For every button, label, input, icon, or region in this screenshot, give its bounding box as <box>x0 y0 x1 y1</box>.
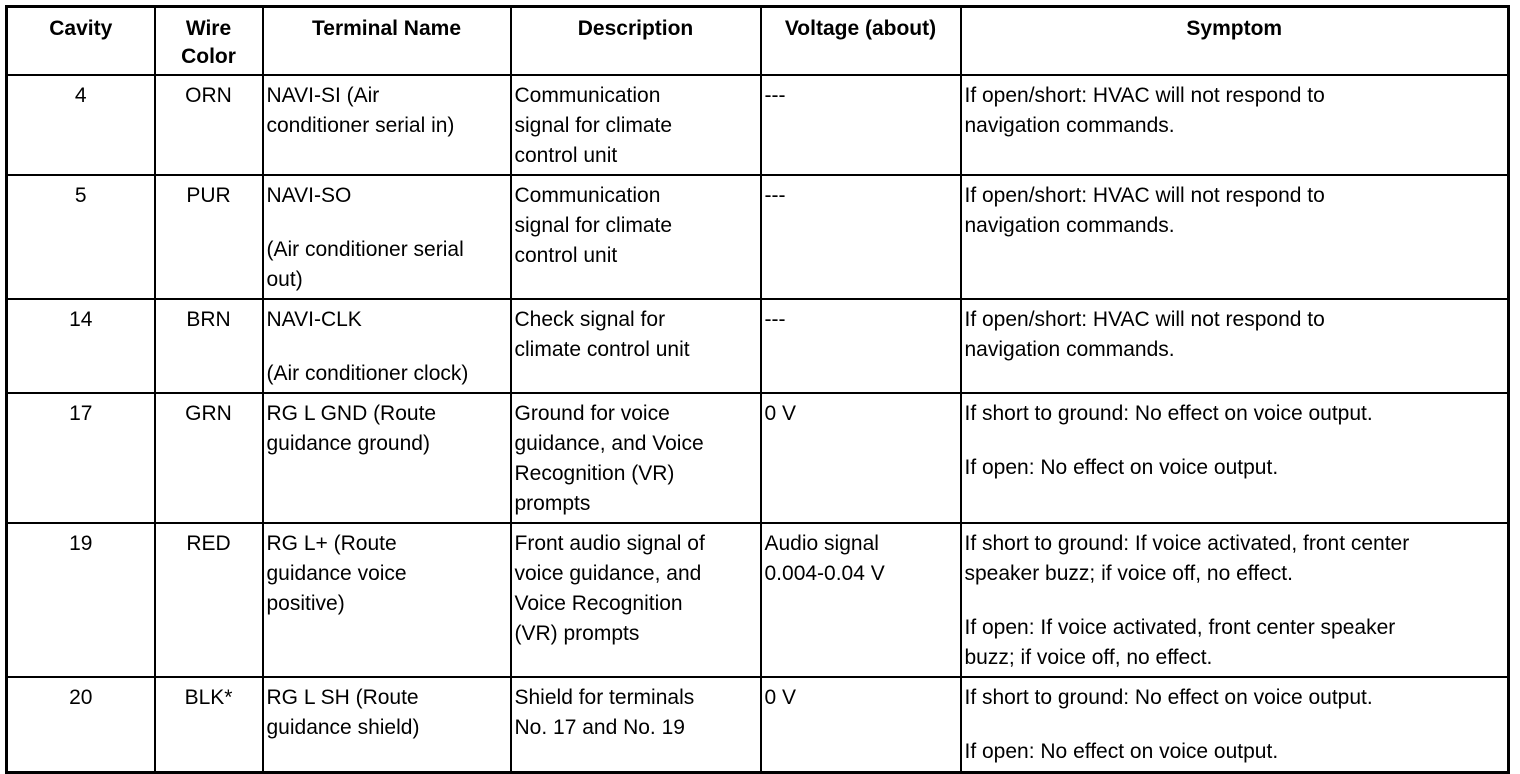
header-voltage: Voltage (about) <box>761 7 961 76</box>
description-line: voice guidance, and <box>514 562 702 585</box>
wire-color-cell: PUR <box>155 175 263 299</box>
terminal-line: out) <box>266 268 303 291</box>
symptom-cell <box>961 299 1509 393</box>
table-row <box>7 393 1509 523</box>
symptom-cell <box>961 523 1509 677</box>
voltage-cell <box>761 75 961 175</box>
description-line: Communication <box>514 184 661 207</box>
description-cell <box>511 175 761 299</box>
cavity-cell: 17 <box>7 393 155 523</box>
terminal-name-cell <box>263 175 511 299</box>
header-symptom: Symptom <box>961 7 1509 76</box>
description-line: signal for climate <box>514 214 673 237</box>
wire-color-cell: RED <box>155 523 263 677</box>
terminal-name-cell <box>263 393 511 523</box>
terminal-name-cell <box>263 75 511 175</box>
cavity-cell: 19 <box>7 523 155 677</box>
table-row <box>7 299 1509 393</box>
description-line: climate control unit <box>514 338 690 361</box>
terminal-line: RG L SH (Route <box>266 686 419 709</box>
terminal-line: RG L GND (Route <box>266 402 437 425</box>
symptom-cell <box>961 75 1509 175</box>
terminal-name-cell <box>263 677 511 772</box>
terminal-line: NAVI-SO <box>266 184 352 207</box>
symptom-line: If open: If voice activated, front center speaker <box>964 616 1396 639</box>
symptom-line: If open/short: HVAC will not respond to <box>964 308 1325 331</box>
terminal-name-cell <box>263 523 511 677</box>
description-line: signal for climate <box>514 114 673 137</box>
description-line: Recognition (VR) <box>514 462 675 485</box>
cavity-cell: 5 <box>7 175 155 299</box>
voltage-line: 0 V <box>764 686 797 709</box>
description-cell <box>511 75 761 175</box>
description-line: control unit <box>514 244 618 267</box>
description-line: prompts <box>514 492 591 515</box>
terminal-line: guidance ground) <box>266 432 430 455</box>
header-wire-line-2: Color <box>181 45 236 68</box>
description-line: (VR) prompts <box>514 622 640 645</box>
voltage-line: 0.004-0.04 V <box>764 562 885 585</box>
table-row <box>7 677 1509 772</box>
description-line: Communication <box>514 84 661 107</box>
symptom-line: buzz; if voice off, no effect. <box>964 646 1213 669</box>
terminal-line: NAVI-CLK <box>266 308 362 331</box>
header-wire-line-1: Wire <box>185 17 232 40</box>
terminal-line: guidance voice <box>266 562 407 585</box>
terminal-line: (Air conditioner serial <box>266 238 464 261</box>
symptom-line: If short to ground: If voice activated, front center <box>964 532 1410 555</box>
voltage-cell <box>761 677 961 772</box>
symptom-cell <box>961 393 1509 523</box>
symptom-line: If open: No effect on voice output. <box>964 456 1279 479</box>
description-line: Shield for terminals <box>514 686 695 709</box>
symptom-cell <box>961 677 1509 772</box>
symptom-line: If open/short: HVAC will not respond to <box>964 84 1325 107</box>
description-line: control unit <box>514 144 618 167</box>
wire-color-cell: GRN <box>155 393 263 523</box>
cavity-cell: 4 <box>7 75 155 175</box>
voltage-cell <box>761 299 961 393</box>
symptom-line: speaker buzz; if voice off, no effect. <box>964 562 1293 585</box>
wire-color-cell: BLK* <box>155 677 263 772</box>
voltage-line: 0 V <box>764 402 797 425</box>
voltage-cell <box>761 175 961 299</box>
description-line: Voice Recognition <box>514 592 683 615</box>
voltage-line: Audio signal <box>764 532 879 555</box>
description-line: No. 17 and No. 19 <box>514 716 685 739</box>
symptom-spacer <box>965 589 1505 613</box>
terminal-spacer <box>267 335 507 359</box>
terminal-line: RG L+ (Route <box>266 532 397 555</box>
header-description: Description <box>511 7 761 76</box>
symptom-spacer <box>965 429 1505 453</box>
symptom-line: If open/short: HVAC will not respond to <box>964 184 1325 207</box>
voltage-line: --- <box>764 184 786 207</box>
symptom-line: If short to ground: No effect on voice output. <box>964 402 1373 425</box>
voltage-cell <box>761 523 961 677</box>
description-line: Ground for voice <box>514 402 670 425</box>
description-cell <box>511 523 761 677</box>
terminal-line: guidance shield) <box>266 716 420 739</box>
symptom-line: navigation commands. <box>964 114 1175 137</box>
voltage-cell <box>761 393 961 523</box>
symptom-line: navigation commands. <box>964 214 1175 237</box>
description-line: Check signal for <box>514 308 666 331</box>
description-cell <box>511 299 761 393</box>
header-cavity: Cavity <box>7 7 155 76</box>
cavity-cell: 14 <box>7 299 155 393</box>
terminal-line: positive) <box>266 592 345 615</box>
terminal-line: (Air conditioner clock) <box>266 362 469 385</box>
cavity-cell: 20 <box>7 677 155 772</box>
header-wire-color <box>155 7 263 76</box>
voltage-line: --- <box>764 308 786 331</box>
symptom-line: If short to ground: No effect on voice output. <box>964 686 1373 709</box>
table-row <box>7 175 1509 299</box>
header-row <box>7 7 1509 76</box>
voltage-line: --- <box>764 84 786 107</box>
table-row <box>7 75 1509 175</box>
symptom-cell <box>961 175 1509 299</box>
description-line: guidance, and Voice <box>514 432 704 455</box>
terminal-line: conditioner serial in) <box>266 114 455 137</box>
description-line: Front audio signal of <box>514 532 705 555</box>
symptom-line: navigation commands. <box>964 338 1175 361</box>
wire-color-cell: BRN <box>155 299 263 393</box>
symptom-spacer <box>965 713 1505 737</box>
description-cell <box>511 677 761 772</box>
header-terminal-name: Terminal Name <box>263 7 511 76</box>
description-cell <box>511 393 761 523</box>
terminal-spacer <box>267 211 507 235</box>
connector-pinout-table <box>5 5 1510 774</box>
terminal-line: NAVI-SI (Air <box>266 84 380 107</box>
wire-color-cell: ORN <box>155 75 263 175</box>
terminal-name-cell <box>263 299 511 393</box>
table-row <box>7 523 1509 677</box>
symptom-line: If open: No effect on voice output. <box>964 740 1279 763</box>
